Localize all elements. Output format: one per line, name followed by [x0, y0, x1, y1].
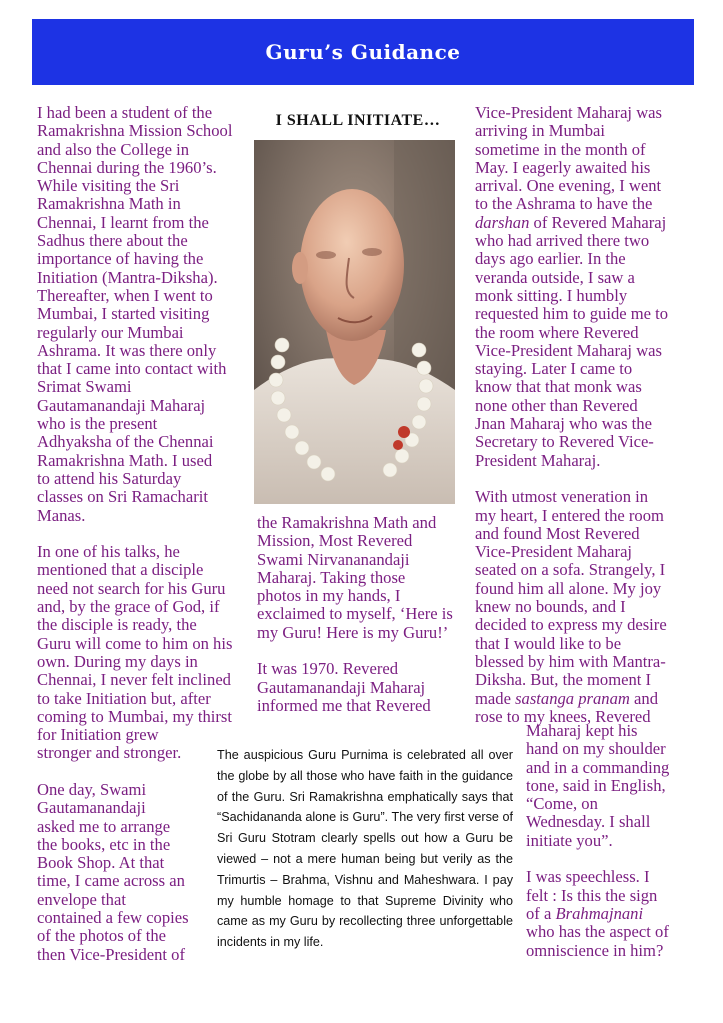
- col3b-text-2: who has the aspect of omniscience in him?: [526, 922, 669, 960]
- page-banner: [32, 19, 694, 85]
- guru-purnima-quote: The auspicious Guru Purnima is celebrated all over the globe by all those who have faith in the guidance of the Guru. Sri Ramakrishna emphatically says that “Sachidananda alone is Guru”. The very first verse of Sri Guru Stotram clearly spells out how a Guru be viewed – not a mere human being but verily as the Trimurtis – Brahma, Vishnu and Maheshwara. I pay my humble homage to that Supreme Divinity who came as my Guru by recollecting three unforgettable incidents in my life.: [217, 748, 513, 950]
- guru-photo: [254, 140, 455, 504]
- darshan-term: darshan: [475, 212, 530, 232]
- sastanga-term: sastanga pranam: [515, 688, 630, 708]
- article-column-3: [475, 104, 705, 726]
- col3b-text-1: Maharaj kept his hand on my shoulder and in a commanding tone, said in English, “Come, on Wednesday. I shall initiate you”. I was speechless. I felt : Is this the sign of a: [526, 721, 670, 923]
- banner-title: Guru’s Guidance: [265, 40, 461, 64]
- col3-text-1: Vice-President Maharaj was arriving in Mumbai sometime in the month of May. I eagerly awaited his arrival. One evening, I went to the Ashrama to have the: [475, 103, 662, 214]
- portrait-illustration: [254, 140, 455, 504]
- article-title: I SHALL INITIATE…: [275, 112, 441, 129]
- brahmajnani-term: Brahmajnani: [555, 903, 644, 923]
- col3-text-2: of Revered Maharaj who had arrived there two days ago earlier. In the veranda outside, I saw a monk sitting. I humbly requested him to guide me to the room where Revered Vice-President Maharaj was staying. Later I came to know that that monk was none other than Revered Jnan Maharaj who was the Secretary to Revered Vice- President Maharaj. With utmost veneration in my heart, I entered the room and found Most Revered Vice-President Maharaj seated on a sofa. Strangely, I found him all alone. My joy knew no bounds, and I decided to express my desire that I would like to be blessed by him with Mantra- Diksha. But, the moment I made: [475, 212, 669, 708]
- article-column-1: I had been a student of the Ramakrishna Mission School and also the College in Chennai during the 1960’s. While visiting the Sri Ramakrishna Math in Chennai, I learnt from the Sadhus there about the importance of having the Initiation (Mantra-Diksha). Thereafter, when I went to Mumbai, I started visiting regularly our Mumbai Ashrama. It was there only that I came into contact with Srimat Swami Gautamanandaji Maharaj who is the present Adhyaksha of the Chennai Ramakrishna Math. I used to attend his Saturday classes on Sri Ramacharit Manas. In one of his talks, he mentioned that a disciple need not search for his Guru and, by the grace of God, if the disciple is ready, the Guru will come to him on his own. During my days in Chennai, I never felt inclined to take Initiation but, after coming to Mumbai, my thirst for Initiation grew stronger and stronger. One day, Swami Gautamanandaji asked me to arrange the books, etc in the Book Shop. At that time, I came across an envelope that contained a few copies of the photos of the then Vice-President of: [37, 103, 233, 964]
- col3-text-3: and rose to my knees, Revered: [475, 688, 658, 726]
- article-column-2: the Ramakrishna Math and Mission, Most Revered Swami Nirvananandaji Maharaj. Taking those photos in my hands, I exclaimed to myself, ‘Here is my Guru! Here is my Guru!’ It was 1970. Revered Gautamanandaji Maharaj informed me that Revered: [257, 513, 453, 715]
- article-column-3-continued: [526, 722, 706, 960]
